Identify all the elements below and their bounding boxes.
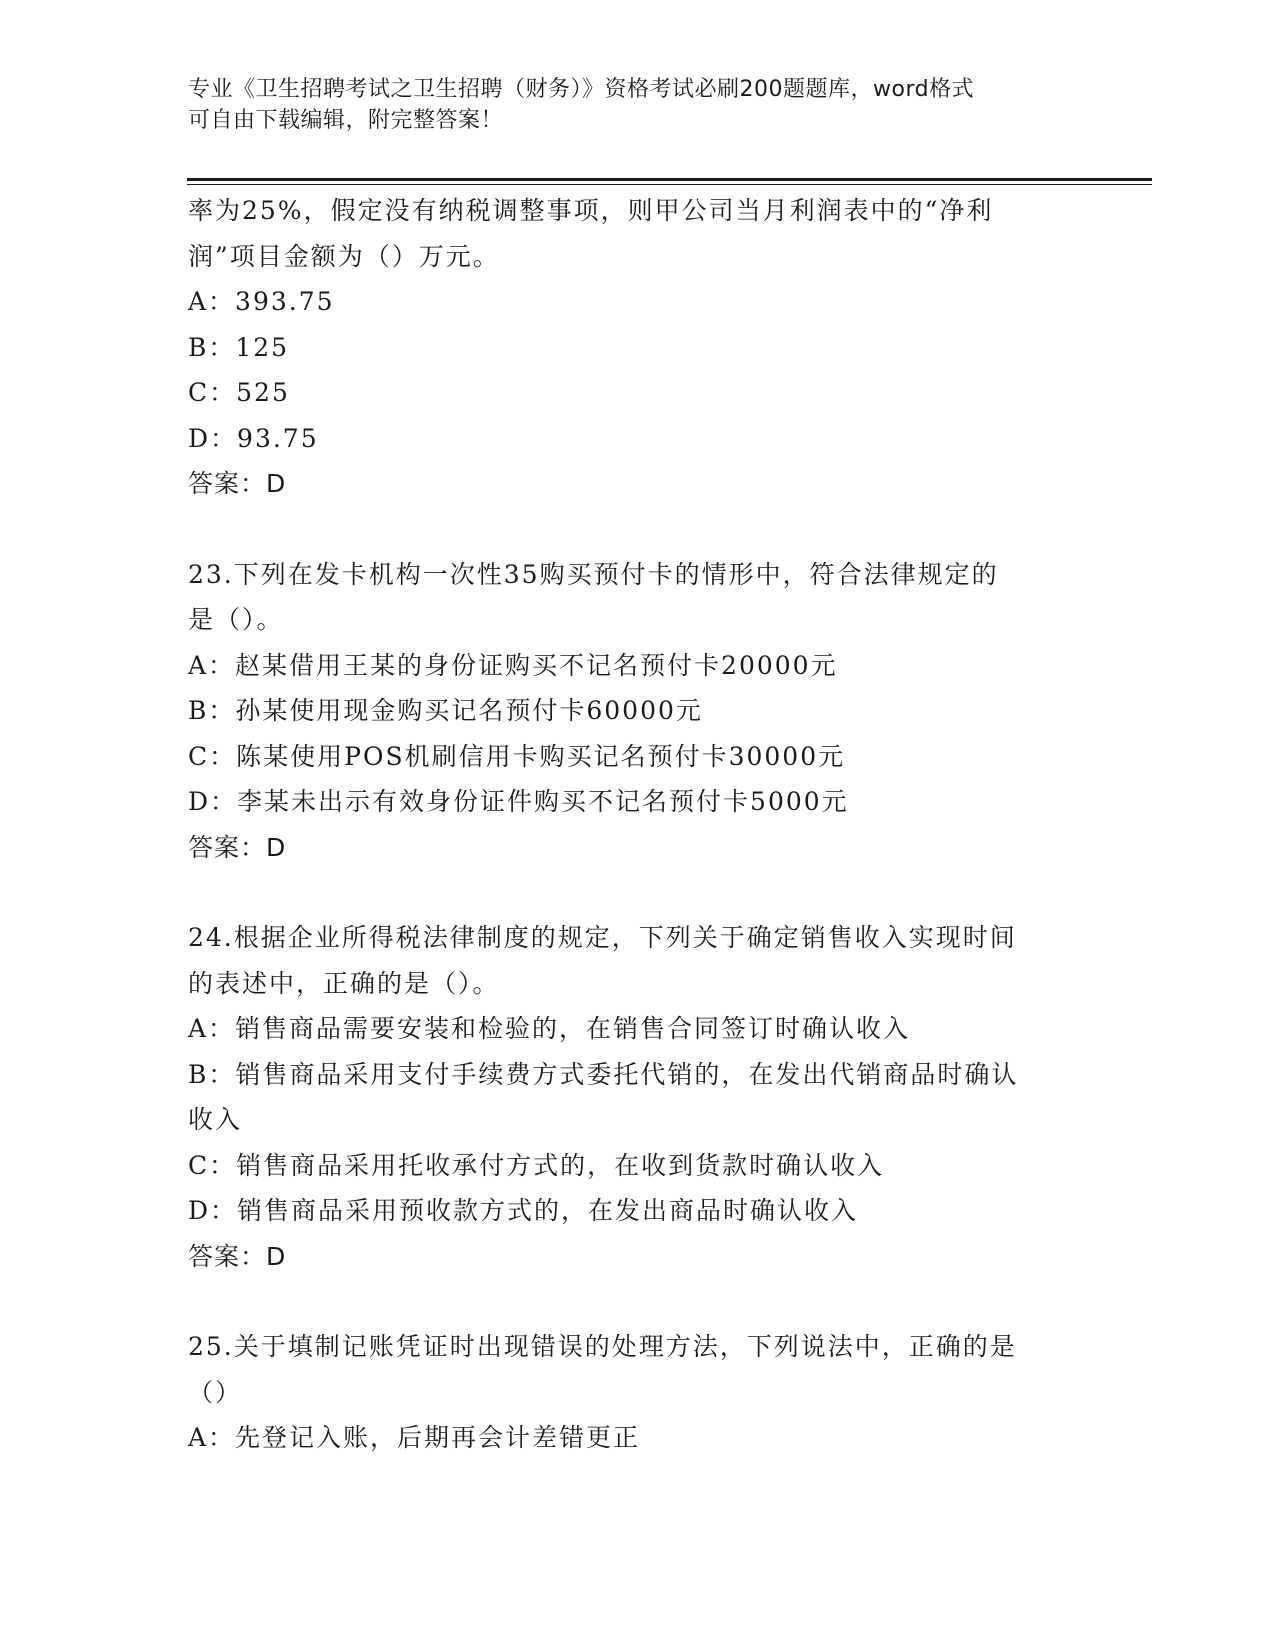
question-23 [188, 552, 1088, 871]
option-d: D：李某未出示有效身份证件购买不记名预付卡5000元 [188, 787, 849, 816]
question-text-line: 24.根据企业所得税法律制度的规定，下列关于确定销售收入实现时间 [188, 923, 1017, 952]
question-text-line: 润”项目金额为（）万元。 [188, 241, 500, 271]
answer: 答案：D [188, 832, 287, 862]
header-rule-thick [187, 178, 1152, 181]
question-text-line: 23.下列在发卡机构一次性35购买预付卡的情形中，符合法律规定的 [188, 559, 999, 589]
option-b: B：销售商品采用支付手续费方式委托代销的，在发出代销商品时确认 [188, 1059, 1019, 1089]
option-a: A：393.75 [188, 287, 335, 316]
header-line-2: 可自由下载编辑，附完整答案！ [188, 108, 504, 133]
question-list [188, 188, 1088, 1461]
question-text-line: 是（）。 [188, 605, 284, 634]
spacer [188, 507, 1088, 552]
document-header [188, 74, 1088, 136]
question-text-line: 的表述中，正确的是（）。 [188, 968, 500, 998]
header-line-1: 专业《卫生招聘考试之卫生招聘（财务）》资格考试必刷200题题库，word格式 [188, 77, 975, 102]
option-a: A：先登记入账，后期再会计差错更正 [188, 1423, 641, 1452]
option-c: C：525 [188, 378, 290, 407]
option-c: C：销售商品采用托收承付方式的，在收到货款时确认收入 [188, 1150, 885, 1180]
header-rule-thin [187, 184, 1152, 185]
question-text-line: （） [188, 1377, 243, 1407]
question-text-line: 率为25%，假定没有纳税调整事项，则甲公司当月利润表中的“净利 [188, 196, 994, 225]
answer: 答案：D [188, 1241, 287, 1271]
spacer [188, 870, 1088, 915]
question-text-line: 25.关于填制记账凭证时出现错误的处理方法，下列说法中，正确的是 [188, 1332, 1017, 1361]
question-24 [188, 915, 1088, 1279]
question-25 [188, 1324, 1088, 1461]
option-b-continued: 收入 [188, 1105, 243, 1134]
option-a: A：销售商品需要安装和检验的，在销售合同签订时确认收入 [188, 1014, 911, 1043]
question-22 [188, 188, 1088, 507]
option-b: B：孙某使用现金购买记名预付卡60000元 [188, 696, 703, 725]
option-b: B：125 [188, 332, 290, 362]
spacer [188, 1279, 1088, 1324]
option-d: D：93.75 [188, 423, 319, 453]
option-c: C：陈某使用POS机刷信用卡购买记名预付卡30000元 [188, 741, 846, 771]
answer: 答案：D [188, 469, 287, 498]
option-a: A：赵某借用王某的身份证购买不记名预付卡20000元 [188, 650, 838, 680]
option-d: D：销售商品采用预收款方式的，在发出商品时确认收入 [188, 1196, 859, 1225]
